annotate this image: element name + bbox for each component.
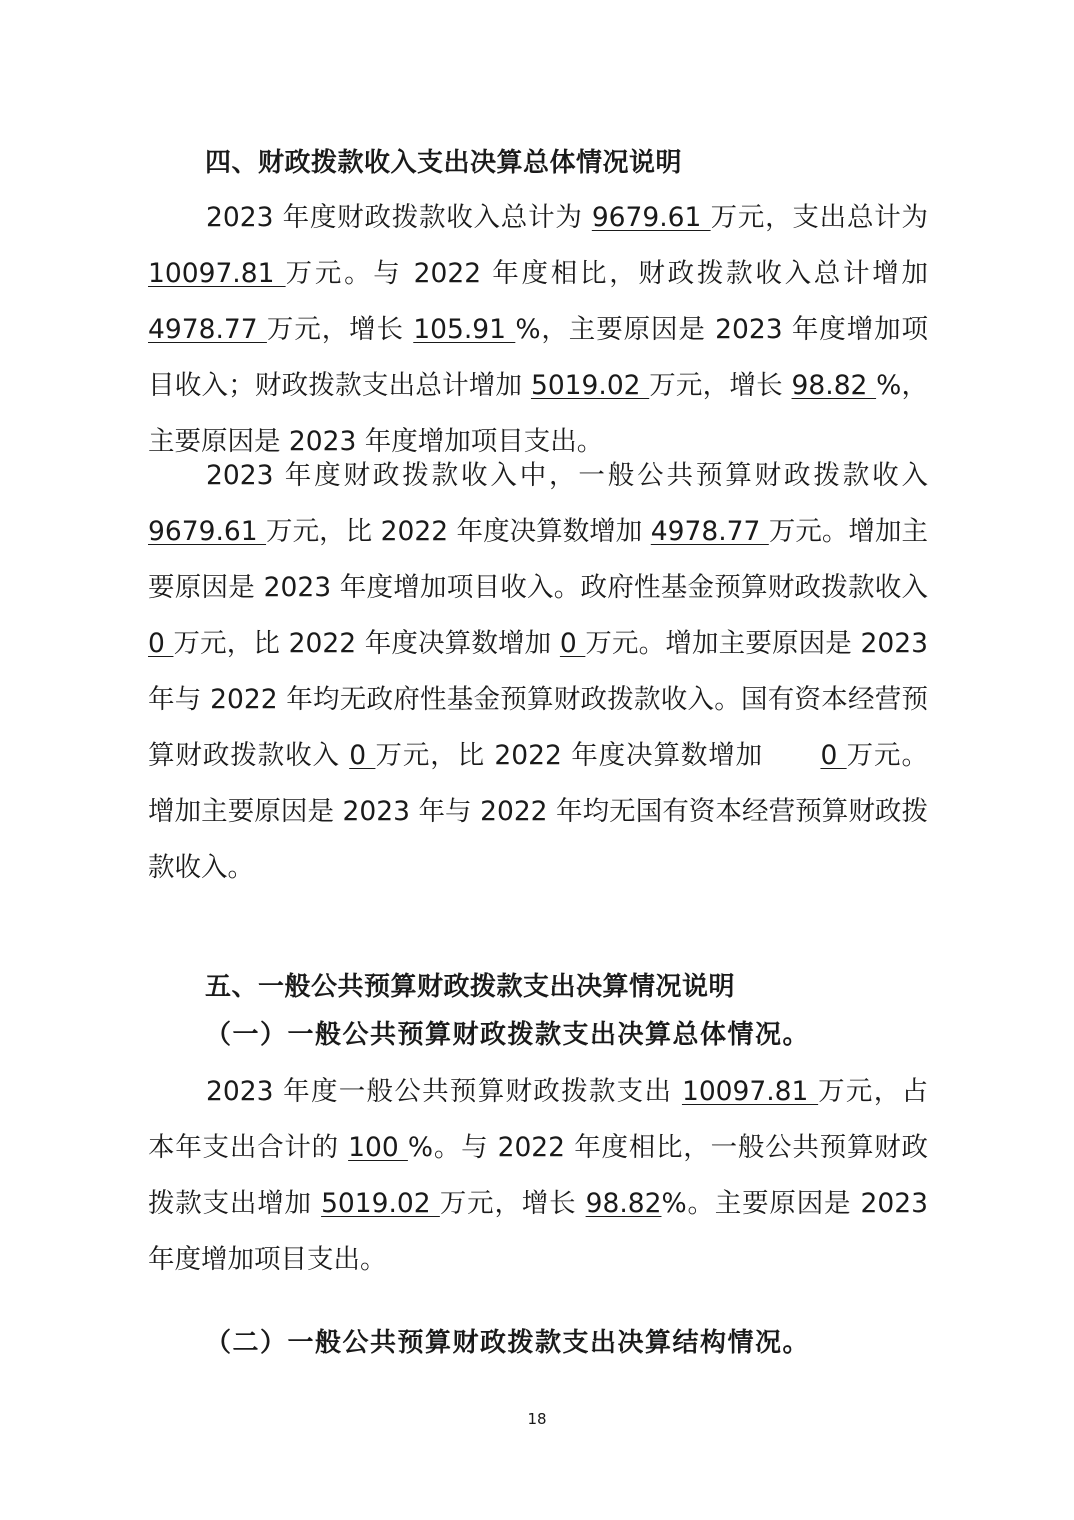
income-increase-value: 4978.77 — [148, 314, 267, 345]
income-total-value: 9679.61 — [591, 202, 711, 233]
section-5-subheading-2: （二）一般公共预算财政拨款支出决算结构情况。 — [205, 1328, 811, 1358]
page-number: 18 — [527, 1410, 547, 1428]
section-5-heading: 五、一般公共预算财政拨款支出决算情况说明 — [205, 972, 736, 1002]
expense-share-value: 100 — [348, 1132, 408, 1163]
section-5-paragraph-1: 2023 年度一般公共预算财政拨款支出 10097.81 万元，占本年支出合计的 100 %。与 2022 年度相比，一般公共预算财政拨款支出增加 5019.02 万元，增长 98.82%。主要原因是 2023 年度增加项目支出。 — [148, 1076, 928, 1275]
fund-income-value: 0 — [148, 628, 174, 659]
section-4-paragraph-2: 2023 年度财政拨款收入中，一般公共预算财政拨款收入 9679.61 万元，比 2022 年度决算数增加 4978.77 万元。增加主要原因是 2023 年度增加项目收入。政府性基金预算财政拨款收入 0 万元，比 2022 年度决算数增加 0 万元。增加主要原因是 2023 年与 2022 年均无政府性基金预算财政拨款收入。国有资本经营预算财政拨款收入 0 万元，比 2022 年度决算数增加 0 万元。增加主要原因是 2023 年与 2022 年均无国有资本经营预算财政拨款收入。 — [148, 460, 928, 883]
expense-increase-value: 5019.02 — [530, 370, 650, 401]
state-capital-increase-value: 0 — [820, 740, 847, 771]
section-4-heading: 四、财政拨款收入支出决算总体情况说明 — [205, 148, 683, 178]
general-income-value: 9679.61 — [148, 516, 267, 547]
expense-total-value: 10097.81 — [148, 258, 286, 289]
general-expense-value: 10097.81 — [681, 1076, 819, 1107]
general-expense-increase-value: 5019.02 — [321, 1188, 440, 1219]
state-capital-income-value: 0 — [349, 740, 376, 771]
expense-growth-value: 98.82 — [791, 370, 877, 401]
general-increase-value: 4978.77 — [650, 516, 769, 547]
section-4-paragraph-1: 2023 年度财政拨款收入总计为 9679.61 万元，支出总计为 10097.81 万元。与 2022 年度相比，财政拨款收入总计增加 4978.77 万元，增长 105.91 %，主要原因是 2023 年度增加项目收入；财政拨款支出总计增加 5019.02 万元，增长 98.82 %，主要原因是 2023 年度增加项目支出。 — [148, 202, 929, 457]
fund-increase-value: 0 — [559, 628, 586, 659]
income-growth-value: 105.91 — [413, 314, 516, 345]
section-5-subheading-1: （一）一般公共预算财政拨款支出决算总体情况。 — [205, 1020, 811, 1050]
general-expense-growth-value: 98.82 — [585, 1188, 662, 1219]
